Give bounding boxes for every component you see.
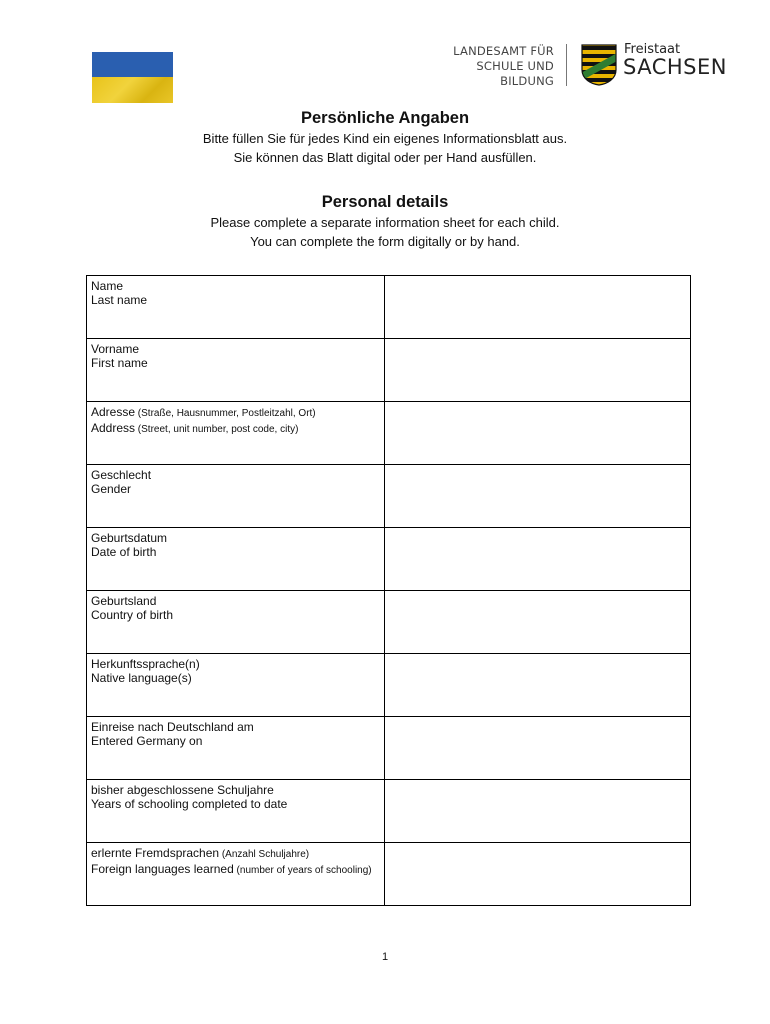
sachsen-text: SACHSEN xyxy=(623,55,727,79)
label-de-note: (Anzahl Schuljahre) xyxy=(219,849,310,860)
field-label xyxy=(87,591,385,654)
label-en xyxy=(91,482,380,496)
table-row xyxy=(87,591,691,654)
label-en-main: Last name xyxy=(91,293,148,307)
table-row xyxy=(87,465,691,528)
table-row xyxy=(87,717,691,780)
freistaat-text: Freistaat xyxy=(624,42,681,57)
first-name-field[interactable] xyxy=(385,339,691,402)
label-en-note: (Street, unit number, post code, city) xyxy=(135,424,299,435)
label-de xyxy=(91,594,380,608)
table-row xyxy=(87,339,691,402)
page-number: 1 xyxy=(381,951,389,963)
flag-blue-stripe xyxy=(92,52,173,77)
label-de-main: Geburtsland xyxy=(91,594,157,608)
label-de-main: Herkunftssprache(n) xyxy=(91,657,200,671)
label-de-main: Adresse xyxy=(91,405,136,419)
label-en xyxy=(91,797,380,811)
label-de xyxy=(91,846,380,862)
label-de-note: (Straße, Hausnummer, Postleitzahl, Ort) xyxy=(135,408,316,419)
date-of-birth-field[interactable] xyxy=(385,528,691,591)
label-en xyxy=(91,293,380,307)
ukraine-flag-icon xyxy=(92,52,173,103)
lasub-logo-text xyxy=(420,44,554,89)
gender-field[interactable] xyxy=(385,465,691,528)
last-name-field[interactable] xyxy=(385,276,691,339)
german-title: Persönliche Angaben xyxy=(300,109,470,127)
label-en-main: Years of schooling completed to date xyxy=(91,797,288,811)
label-en xyxy=(91,421,380,437)
table-row xyxy=(87,654,691,717)
label-en-note: (number of years of schooling) xyxy=(233,865,372,876)
table-row xyxy=(87,780,691,843)
label-de-main: Geburtsdatum xyxy=(91,531,168,545)
label-de xyxy=(91,279,380,293)
label-en xyxy=(91,734,380,748)
label-de-main: Name xyxy=(91,279,124,293)
years-of-schooling-field[interactable] xyxy=(385,780,691,843)
german-line1: Bitte füllen Sie für jedes Kind ein eigenes Informationsblatt aus. xyxy=(202,131,568,146)
table-row xyxy=(87,402,691,465)
label-de xyxy=(91,405,380,421)
label-de-main: Geschlecht xyxy=(91,468,152,482)
logo-divider xyxy=(566,44,567,86)
field-label xyxy=(87,843,385,906)
label-en-main: Country of birth xyxy=(91,608,174,622)
country-of-birth-field[interactable] xyxy=(385,591,691,654)
native-language-field[interactable] xyxy=(385,654,691,717)
label-en-main: Entered Germany on xyxy=(91,734,203,748)
label-de xyxy=(91,468,380,482)
table-row xyxy=(87,528,691,591)
label-en xyxy=(91,545,380,559)
label-en-main: First name xyxy=(91,356,148,370)
label-de-main: Einreise nach Deutschland am xyxy=(91,720,254,734)
label-en-main: Address xyxy=(91,421,136,435)
label-de xyxy=(91,531,380,545)
field-label xyxy=(87,465,385,528)
english-title: Personal details xyxy=(321,193,449,211)
flag-yellow-stripe xyxy=(92,77,173,103)
label-en-main: Native language(s) xyxy=(91,671,192,685)
saxony-coat-of-arms-icon xyxy=(581,44,617,86)
label-en xyxy=(91,671,380,685)
label-en xyxy=(91,608,380,622)
label-en-main: Foreign languages learned xyxy=(91,862,234,876)
label-de-main: bisher abgeschlossene Schuljahre xyxy=(91,783,274,797)
lasub-line1: LANDESAMT FÜR xyxy=(453,44,554,58)
label-de-main: Vorname xyxy=(91,342,140,356)
table-row xyxy=(87,843,691,906)
german-line2: Sie können das Blatt digital oder per Hand ausfüllen. xyxy=(233,150,537,165)
entered-germany-field[interactable] xyxy=(385,717,691,780)
english-line2: You can complete the form digitally or by hand. xyxy=(250,234,520,249)
field-label xyxy=(87,276,385,339)
lasub-line2: SCHULE UND BILDUNG xyxy=(476,59,554,88)
label-en-main: Date of birth xyxy=(91,545,157,559)
label-en xyxy=(91,862,380,878)
label-de xyxy=(91,783,380,797)
field-label xyxy=(87,339,385,402)
field-label xyxy=(87,402,385,465)
label-de xyxy=(91,720,380,734)
field-label xyxy=(87,717,385,780)
foreign-languages-field[interactable] xyxy=(385,843,691,906)
label-de xyxy=(91,657,380,671)
label-de xyxy=(91,342,380,356)
label-de-main: erlernte Fremdsprachen xyxy=(91,846,220,860)
field-label xyxy=(87,528,385,591)
english-line1: Please complete a separate information sheet for each child. xyxy=(210,215,560,230)
label-en xyxy=(91,356,380,370)
label-en-main: Gender xyxy=(91,482,132,496)
personal-details-table xyxy=(86,275,691,906)
field-label xyxy=(87,654,385,717)
table-row xyxy=(87,276,691,339)
address-field[interactable] xyxy=(385,402,691,465)
field-label xyxy=(87,780,385,843)
